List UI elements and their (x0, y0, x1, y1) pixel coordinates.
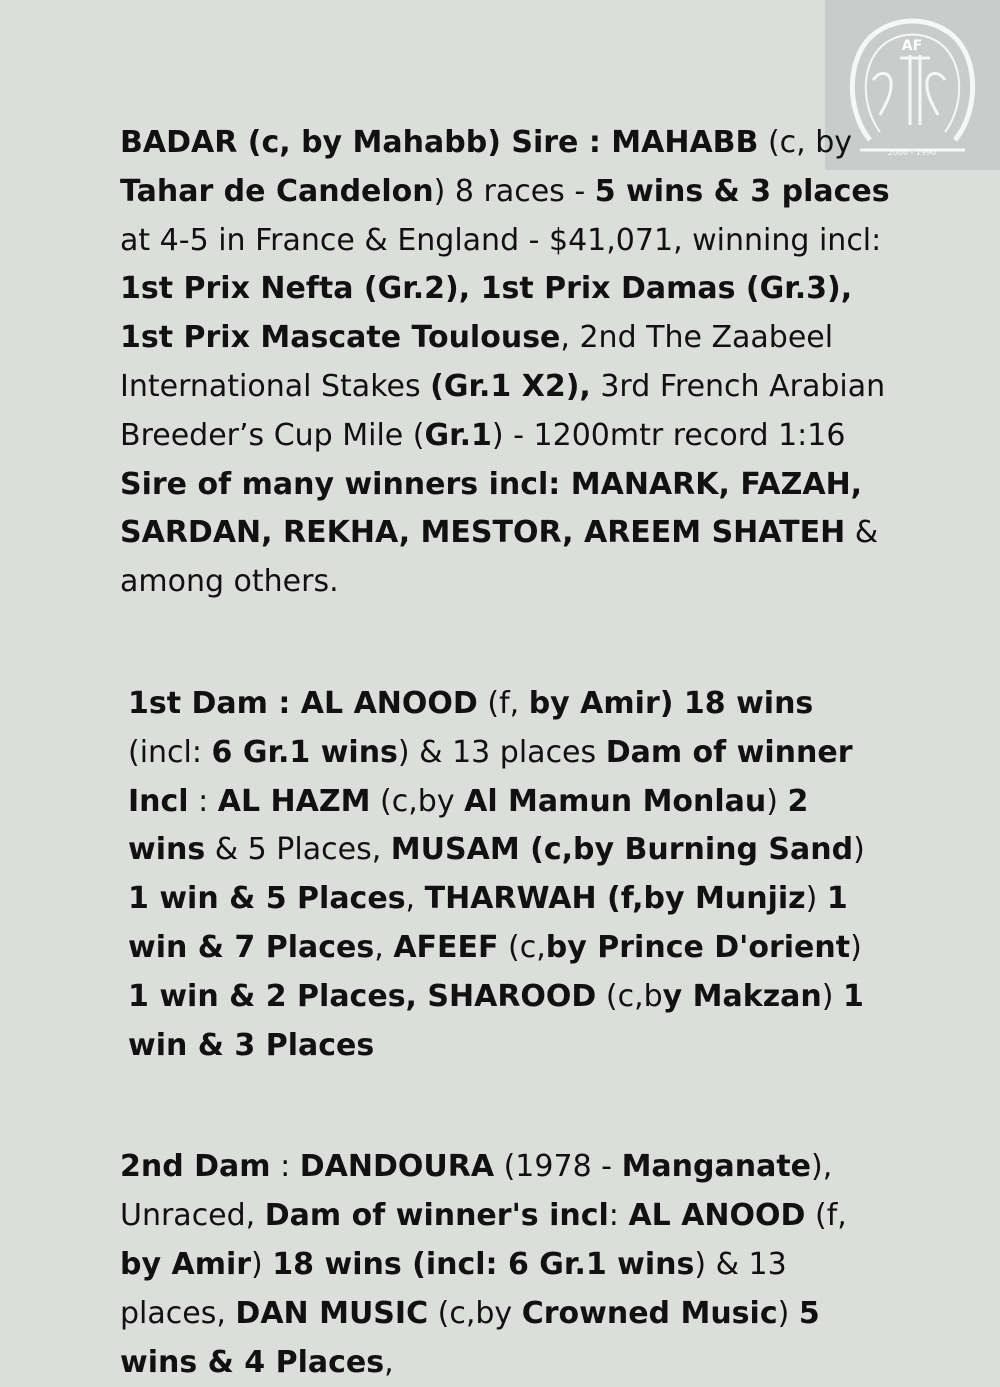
text-run: : (270, 1149, 300, 1185)
spacer (120, 607, 890, 680)
text-run: 18 wins (incl: 6 Gr.1 wins (272, 1246, 695, 1282)
svg-text:AF: AF (901, 38, 923, 54)
text-run: 1 win & 5 Places (128, 881, 406, 917)
text-run: ) (766, 783, 788, 819)
text-run: DAN MUSIC (235, 1295, 429, 1331)
text-run: 5 wins & 4 Places (120, 1295, 820, 1380)
text-run: & among others. (120, 515, 879, 600)
text-run: 1st Dam : AL ANOOD (128, 685, 478, 721)
text-run: BADAR (c, by Mahabb) Sire : MAHABB (120, 125, 759, 160)
text-run: ) 8 races - (433, 173, 595, 209)
text-run: 1 win & 2 Places, SHAROOD (128, 978, 597, 1014)
text-run: (Gr.1 X2), (430, 368, 591, 404)
text-run: MUSAM (c,by Burning Sand (390, 832, 854, 868)
text-run: ) (777, 1295, 799, 1331)
text-run: DANDOURA (299, 1149, 495, 1185)
text-run: Crowned Music (521, 1295, 778, 1331)
text-run: : (608, 1198, 629, 1234)
text-run: ) & 13 places, (120, 1246, 787, 1331)
text-run: (f, (477, 685, 529, 721)
text-run: 1 win & 3 Places (128, 978, 864, 1063)
text-run: , (405, 881, 425, 917)
text-run: AL ANOOD (628, 1198, 806, 1234)
text-run: AFEEF (393, 929, 499, 965)
text-run: by Amir (120, 1246, 252, 1282)
text-run: Gr.1 (424, 417, 492, 453)
text-run: ), Unraced, (120, 1149, 833, 1234)
text-run: ) - 1200mtr record 1:16 (491, 417, 846, 453)
text-run: , 2nd The Zaabeel International Stakes (120, 320, 834, 404)
text-run: (c,by (428, 1295, 522, 1331)
text-run: (f, (805, 1198, 847, 1234)
text-run: (c,by (370, 783, 465, 819)
first-dam-paragraph (120, 680, 890, 1070)
text-run: Dam of winner's incl (264, 1198, 609, 1234)
text-run: THARWAH (f,by Munjiz (424, 881, 806, 917)
text-run: 5 wins & 3 places (594, 173, 890, 209)
second-dam-paragraph (120, 1143, 890, 1387)
spacer (120, 1070, 890, 1143)
text-run: Manganate (621, 1149, 812, 1185)
text-run: by Amir) 18 wins (528, 685, 814, 721)
text-run: 2 wins (128, 783, 809, 868)
text-run: ) (850, 929, 862, 965)
text-run: Sire of many winners incl: MANARK, FAZAH, SARDAN, REKHA, MESTOR, AREEM SHATEH (120, 466, 863, 551)
text-run: 3rd French Arabian Breeder’s Cup Mile ( (120, 368, 886, 453)
text-run: 6 Gr.1 wins (211, 734, 398, 770)
text-run: 1 win & 7 Places (128, 881, 848, 965)
text-run: 1st Prix Nefta (Gr.2), 1st Prix Damas (Gr.3), 1st Prix Mascate Toulouse (120, 271, 853, 356)
text-run: Tahar de Candelon (120, 173, 434, 209)
text-run: (1978 - (494, 1149, 622, 1185)
text-run: (incl: (128, 734, 212, 770)
text-run: (c, by (758, 125, 853, 160)
text-run: (c,b (596, 978, 663, 1014)
text-run: ) (251, 1246, 273, 1282)
text-run: ) & 13 places (397, 734, 606, 770)
text-run: & 5 Places, (205, 832, 391, 868)
text-run: y Makzan (662, 978, 822, 1014)
text-run: : (188, 783, 218, 819)
text-run: (c, (498, 929, 546, 965)
svg-text:2000 - 1990: 2000 - 1990 (887, 148, 937, 157)
text-run: , (374, 929, 394, 965)
text-run: ) (821, 978, 844, 1014)
text-run: 2nd Dam (120, 1149, 271, 1185)
text-run: by Prince D'orient (545, 929, 851, 965)
text-run: ) (805, 881, 827, 917)
text-run: AL HAZM (217, 783, 371, 819)
text-run: Al Mamun Monlau (464, 783, 767, 819)
pedigree-document (120, 119, 890, 1387)
text-run: Dam of winner Incl (128, 734, 853, 819)
text-run: at 4-5 in France & England - $41,071, winning incl: (120, 222, 882, 258)
sire-paragraph (120, 119, 890, 607)
text-run: , (384, 1344, 394, 1380)
text-run: ) (853, 832, 865, 868)
